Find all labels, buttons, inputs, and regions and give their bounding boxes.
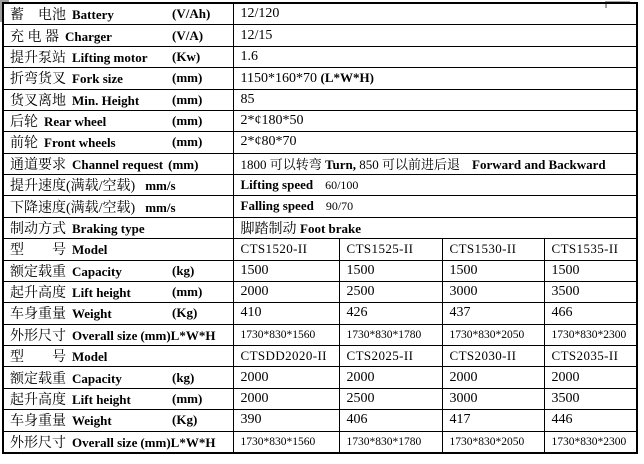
table-row-rear-wheel: [3, 110, 637, 131]
label-zh: 额定载重: [10, 264, 66, 280]
value-text: Foot brake: [300, 220, 362, 236]
label-en: Front wheels: [44, 135, 116, 151]
value-cell: 426: [339, 303, 442, 324]
value-number: 90/70: [325, 199, 354, 214]
label-unit: mm/s: [145, 199, 176, 215]
label-en: Fork size: [72, 71, 123, 87]
value-cell: 2500: [339, 388, 442, 409]
value-cell: 2000: [233, 388, 339, 409]
table-row-fork-size: [3, 68, 637, 89]
value-cell: 2000: [442, 367, 544, 388]
row-label: [3, 217, 233, 238]
row-label: [3, 431, 233, 453]
label-en: Battery: [72, 7, 114, 23]
label-en: Weight: [72, 413, 112, 429]
label-unit: (mm): [172, 390, 203, 406]
label-en: Weight: [72, 306, 112, 322]
row-label: [3, 260, 233, 281]
value-text: 2*¢180*50: [240, 113, 304, 129]
row-value: [233, 110, 637, 131]
row-label: [3, 346, 233, 367]
value-cell: 446: [544, 410, 637, 431]
row-label: [3, 175, 233, 196]
value-cell: 1500: [233, 260, 339, 281]
value-cell: 2000: [233, 367, 339, 388]
label-unit: (mm)L*W*H: [140, 434, 216, 450]
label-unit: (mm): [172, 91, 203, 107]
value-cell: 1730*830*1560: [233, 324, 339, 345]
label-en: Lifting motor: [72, 49, 148, 65]
value-text: 1150*160*70: [240, 70, 321, 86]
table-row-falling-speed: [3, 196, 637, 217]
label-unit: (kg): [172, 262, 195, 278]
label-unit: (V/Ah): [172, 6, 211, 22]
label-zh: 外形尺寸: [10, 328, 66, 344]
value-forward-backward: Forward and Backward: [472, 156, 606, 172]
row-value: [233, 175, 637, 196]
row-label: [3, 239, 233, 260]
model-cell: CTSDD2020-II: [233, 346, 339, 367]
row-label: [3, 153, 233, 174]
row-label: [3, 3, 233, 25]
label-zh: 货叉离地: [10, 93, 66, 109]
value-text: 850 可以前进后退: [355, 156, 460, 172]
label-zh: 起升高度: [10, 392, 66, 408]
row-label: [3, 367, 233, 388]
label-unit: (mm)L*W*H: [140, 327, 216, 343]
value-suffix: (L*W*H): [320, 69, 374, 85]
label-en: Rear wheel: [44, 114, 107, 130]
value-turn: Turn,: [325, 156, 356, 172]
label-en: Channel request: [72, 156, 164, 172]
row-label: [3, 89, 233, 110]
value-text: 1.6: [240, 48, 258, 64]
label-en: Overall size: [72, 327, 138, 343]
label-zh: 通道要求: [10, 157, 66, 173]
model-cell: CTS1520-II: [233, 239, 339, 260]
model-cell: CTS1530-II: [442, 239, 544, 260]
value-cell: 3000: [442, 388, 544, 409]
table-row-lift-height-2: [3, 388, 637, 409]
label-en: Lift height: [72, 391, 131, 407]
value-cell: 406: [339, 410, 442, 431]
label-unit: (mm): [172, 113, 203, 129]
table-row-min-height: [3, 89, 637, 110]
value-cell: 1730*830*1780: [339, 431, 442, 453]
label-zh: 制动方式: [10, 221, 66, 237]
label-unit: (Kw): [172, 48, 201, 64]
table-row-lifting-motor: [3, 46, 637, 67]
value-zh: 脚踏制动: [240, 221, 300, 237]
row-value: [233, 217, 637, 238]
model-cell: CTS1525-II: [339, 239, 442, 260]
label-zh: 提升速度(满载/空载): [10, 179, 136, 195]
value-cell: 1500: [544, 260, 637, 281]
table-row-model-2: [3, 346, 637, 367]
table-row-capacity-1: [3, 260, 637, 281]
value-cell: 1730*830*2300: [544, 431, 637, 453]
value-cell: 3000: [442, 281, 544, 302]
value-cell: 2000: [233, 281, 339, 302]
table-row-channel-request: [3, 153, 637, 174]
label-zh: 下降速度(满载/空载): [10, 200, 136, 216]
table-row-capacity-2: [3, 367, 637, 388]
table-row-braking-type: [3, 217, 637, 238]
value-cell: 3500: [544, 281, 637, 302]
value-text: 85: [240, 91, 255, 107]
table-row-weight-1: [3, 303, 637, 324]
value-cell: 390: [233, 410, 339, 431]
model-cell: CTS2025-II: [339, 346, 442, 367]
label-unit: (Kg): [172, 305, 198, 321]
value-text: 1800 可以转弯: [240, 156, 326, 172]
table-row-front-wheels: [3, 132, 637, 153]
row-value: [233, 25, 637, 46]
label-zh: 充 电 器: [10, 29, 59, 45]
row-value: [233, 132, 637, 153]
row-label: [3, 68, 233, 89]
value-cell: 1730*830*2050: [442, 324, 544, 345]
value-cell: 466: [544, 303, 637, 324]
label-en: Overall size: [72, 434, 138, 450]
value-cell: 3500: [544, 388, 637, 409]
row-label: [3, 196, 233, 217]
label-zh: 型 号: [10, 243, 66, 259]
table-row-overall-size-1: [3, 324, 637, 345]
table-row-lifting-speed: [3, 175, 637, 196]
label-unit: (V/A): [172, 27, 204, 43]
row-label: [3, 132, 233, 153]
label-zh: 车身重量: [10, 414, 66, 430]
label-en: Model: [72, 349, 108, 365]
row-label: [3, 281, 233, 302]
label-zh: 蓄 电池: [10, 8, 66, 24]
label-en: Min. Height: [72, 92, 140, 108]
label-en: Model: [72, 242, 108, 258]
row-value: [233, 46, 637, 67]
value-cell: 2500: [339, 281, 442, 302]
label-zh: 后轮: [10, 115, 38, 131]
label-unit: (mm): [172, 284, 203, 300]
row-label: [3, 388, 233, 409]
row-value: [233, 89, 637, 110]
value-cell: 1730*830*1780: [339, 324, 442, 345]
row-label: [3, 303, 233, 324]
table-row-lift-height-1: [3, 281, 637, 302]
label-zh: 外形尺寸: [10, 435, 66, 451]
value-cell: 2000: [339, 367, 442, 388]
label-unit: (mm): [172, 70, 203, 86]
value-cell: 437: [442, 303, 544, 324]
table-row-battery: [3, 3, 637, 25]
row-label: [3, 110, 233, 131]
label-en: Braking type: [72, 220, 145, 236]
label-zh: 前轮: [10, 136, 38, 152]
label-en: Capacity: [72, 370, 122, 386]
value-label: Falling speed: [240, 198, 314, 214]
label-zh: 起升高度: [10, 286, 66, 302]
value-text: 12/15: [240, 27, 273, 43]
model-cell: CTS2030-II: [442, 346, 544, 367]
value-cell: 1730*830*1560: [233, 431, 339, 453]
row-label: [3, 46, 233, 67]
label-zh: 车身重量: [10, 307, 66, 323]
table-row-charger: [3, 25, 637, 46]
spec-table: [2, 2, 638, 454]
row-label: [3, 25, 233, 46]
label-zh: 提升泵站: [10, 50, 66, 66]
table-row-weight-2: [3, 410, 637, 431]
model-cell: CTS1535-II: [544, 239, 637, 260]
table-row-overall-size-2: [3, 431, 637, 453]
value-cell: 1500: [339, 260, 442, 281]
value-text: 2*¢80*70: [240, 134, 297, 150]
row-value: [233, 68, 637, 89]
table-row-model-1: [3, 239, 637, 260]
label-en: Lift height: [72, 285, 131, 301]
row-value: [233, 3, 637, 25]
value-cell: 2000: [544, 367, 637, 388]
label-unit: (Kg): [172, 412, 198, 428]
label-unit: (mm): [172, 134, 203, 150]
value-label: Lifting speed: [240, 176, 314, 192]
row-value: [233, 196, 637, 217]
row-value: [233, 153, 637, 174]
label-en: Capacity: [72, 263, 122, 279]
model-cell: CTS2035-II: [544, 346, 637, 367]
value-cell: 417: [442, 410, 544, 431]
row-label: [3, 410, 233, 431]
value-text: 12/120: [240, 6, 280, 22]
value-number: 60/100: [325, 177, 359, 192]
label-zh: 折弯货叉: [10, 72, 66, 88]
label-en: Charger: [65, 28, 112, 44]
row-label: [3, 324, 233, 345]
value-cell: 1730*830*2050: [442, 431, 544, 453]
label-unit: mm/s: [145, 178, 176, 194]
value-cell: 1730*830*2300: [544, 324, 637, 345]
label-unit: (mm): [168, 156, 199, 172]
value-cell: 410: [233, 303, 339, 324]
label-unit: (kg): [172, 369, 195, 385]
label-zh: 额定载重: [10, 371, 66, 387]
value-cell: 1500: [442, 260, 544, 281]
label-zh: 型 号: [10, 350, 66, 366]
